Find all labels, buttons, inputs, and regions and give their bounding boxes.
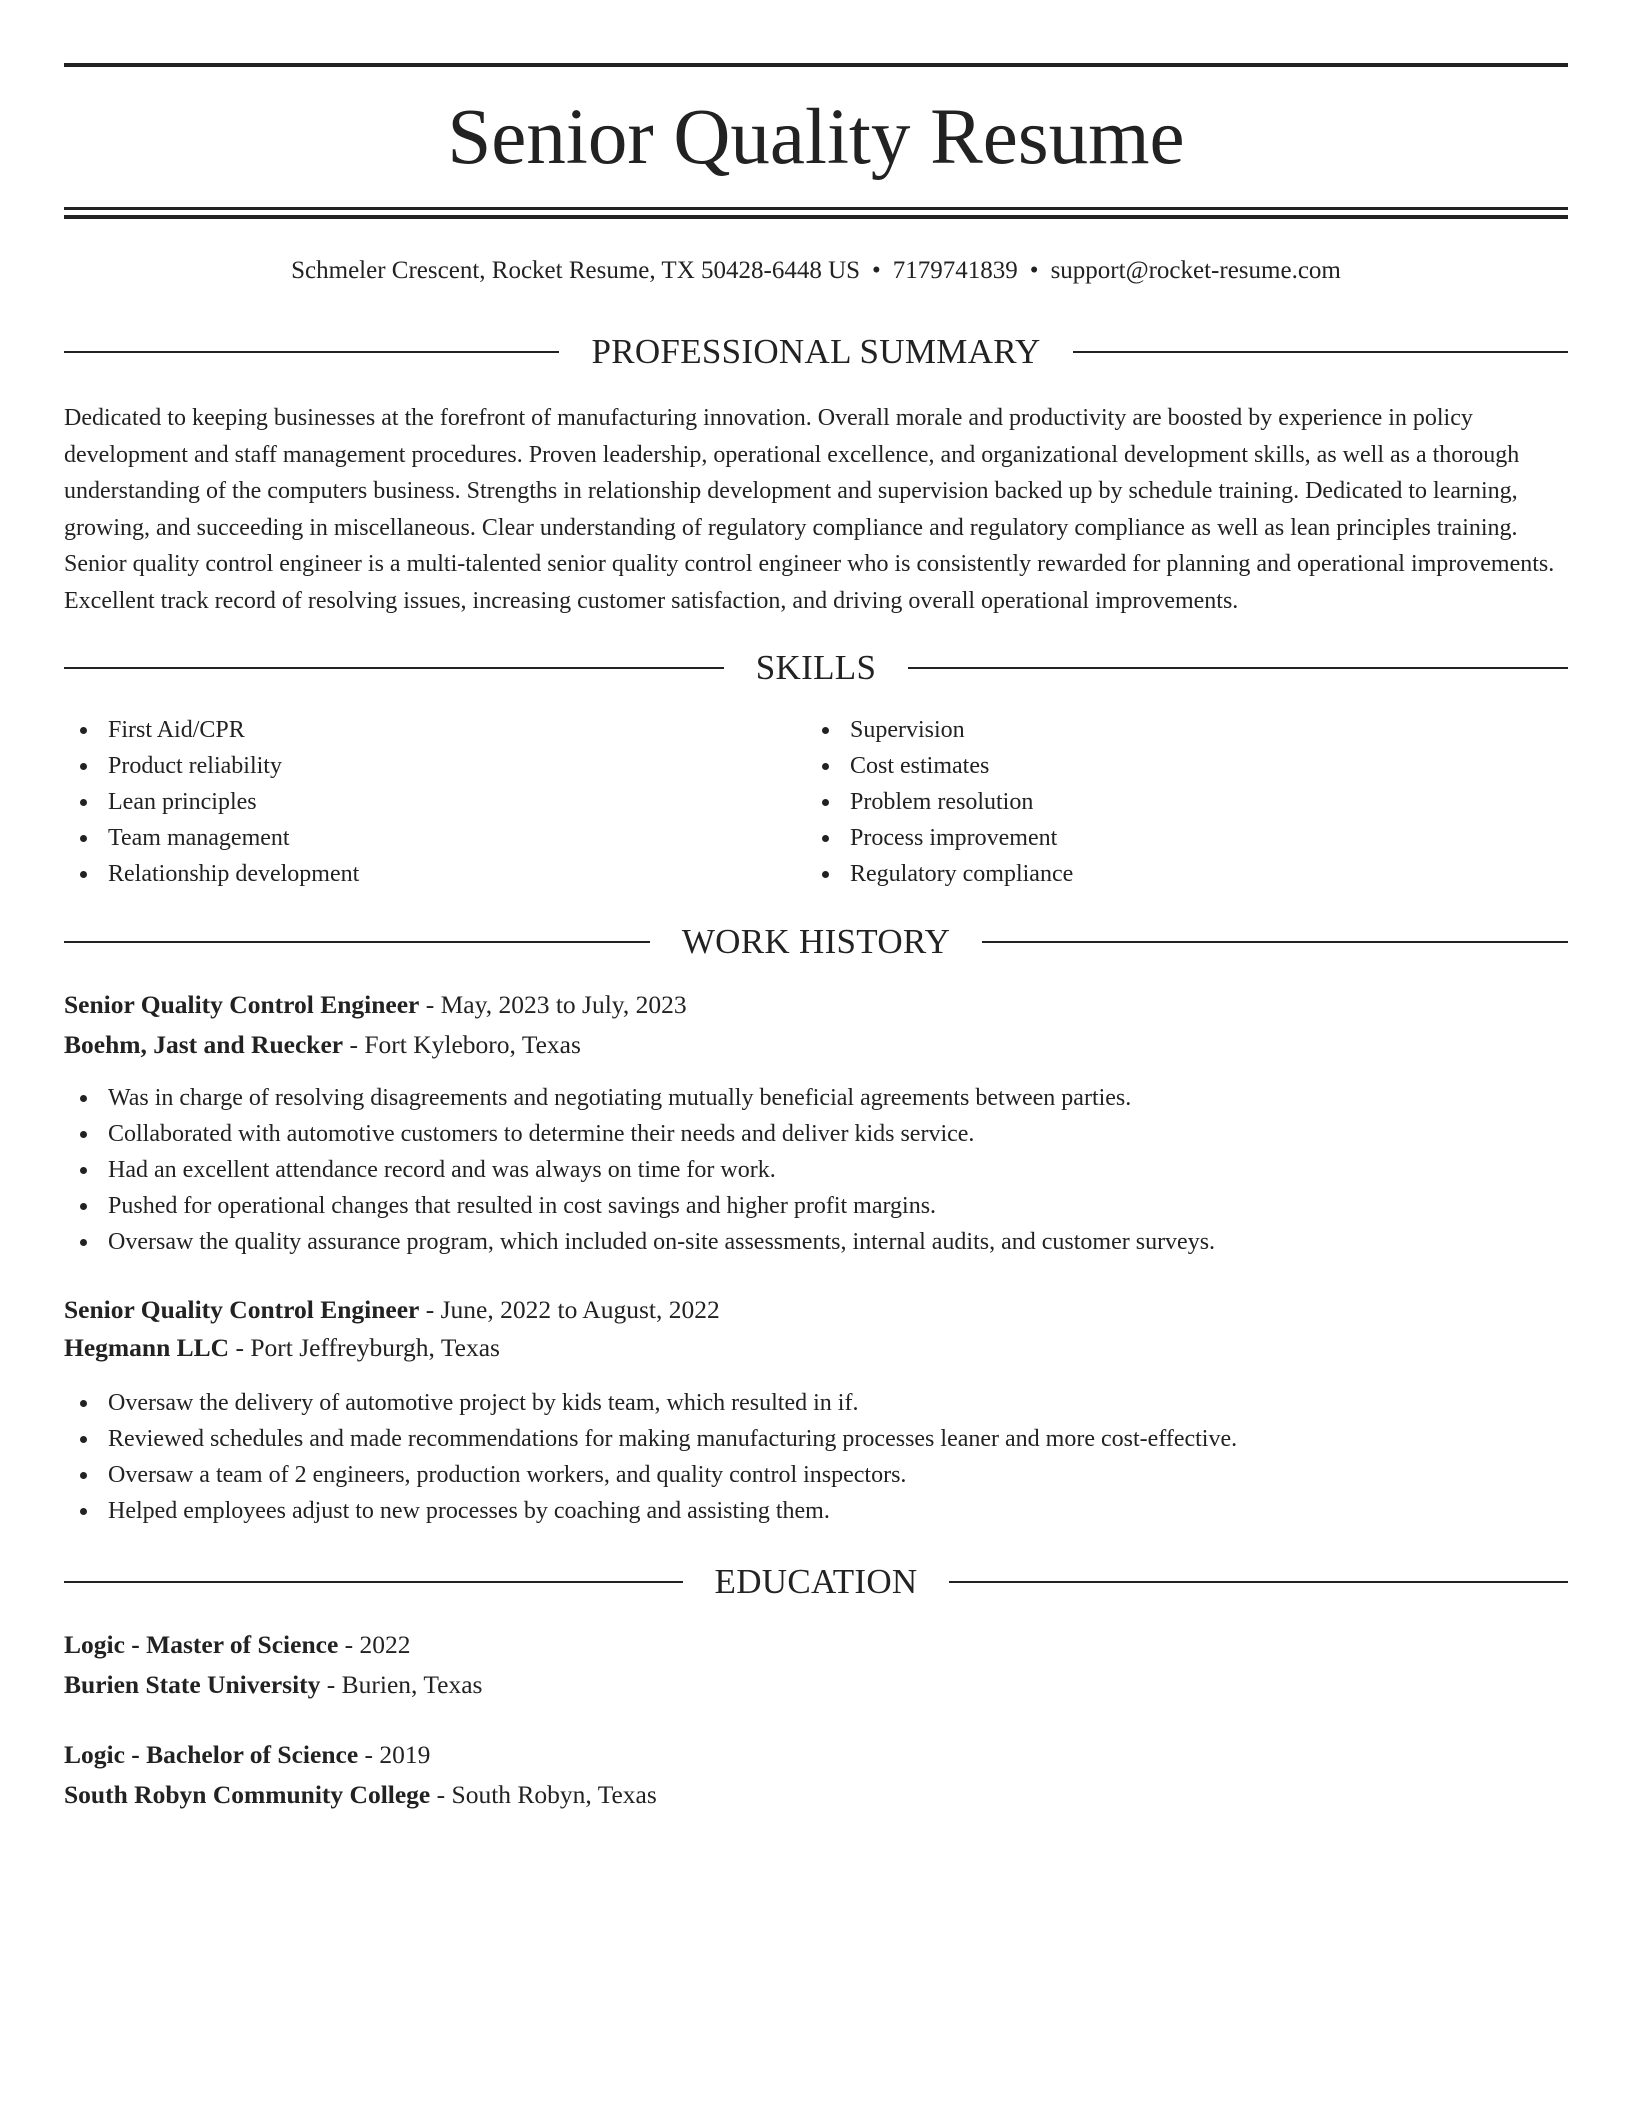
- skills-column-right: [806, 712, 1548, 892]
- bullet-icon: [80, 835, 87, 842]
- contact-separator: •: [1029, 257, 1039, 284]
- job-company-line: [64, 1025, 1568, 1065]
- bullet-icon: [80, 1203, 87, 1210]
- summary-text: Dedicated to keeping businesses at the forefront of manufacturing innovation. Overall morale and productivity are boosted by experience in policy development and staff management procedures. Proven leadership, operational excellence, and organizational development skills, as well as a thorough understanding of the computers business. Strengths in relationship development and supervision backed up by schedule training. Dedicated to learning, growing, and succeeding in miscellaneous. Clear understanding of regulatory compliance and regulatory compliance as well as lean principles training. Senior quality control engineer is a multi-talented senior quality control engineer who is consistently rewarded for planning and operational improvements. Excellent track record of resolving issues, increasing customer satisfaction, and driving overall operational improvements.: [64, 405, 1555, 614]
- degree-name: Logic - Master of Science: [64, 1630, 339, 1659]
- job-dates: - May, 2023 to July, 2023: [419, 990, 687, 1019]
- bullet-icon: [80, 1508, 87, 1515]
- duty-item: Had an excellent attendance record and was always on time for work.: [64, 1152, 1568, 1188]
- bullet-icon: [80, 727, 87, 734]
- job-company: Boehm, Jast and Ruecker: [64, 1030, 344, 1059]
- contact-email: support@rocket-resume.com: [1050, 257, 1341, 284]
- heading-rule-left: [64, 667, 724, 669]
- bullet-icon: [822, 835, 829, 842]
- skill-item: Product reliability: [64, 748, 806, 784]
- skills-column-left: [64, 712, 806, 892]
- contact-separator: •: [872, 257, 881, 284]
- education-heading-label: EDUCATION: [714, 1562, 918, 1601]
- job-title-line: [64, 985, 1568, 1025]
- school-location: - South Robyn, Texas: [430, 1780, 657, 1809]
- bullet-icon: [80, 763, 87, 770]
- job-title-line: [64, 1290, 1568, 1330]
- duty-item: Reviewed schedules and made recommendations for making manufacturing processes leaner and more cost-effective.: [64, 1421, 1568, 1457]
- job-location: - Port Jeffreyburgh, Texas: [229, 1333, 500, 1362]
- contact-line: [64, 254, 1568, 288]
- degree-name: Logic - Bachelor of Science: [64, 1740, 359, 1769]
- bullet-icon: [822, 763, 829, 770]
- contact-phone: 7179741839: [892, 257, 1018, 284]
- skills-heading-label: SKILLS: [755, 648, 877, 687]
- school-name: South Robyn Community College: [64, 1780, 431, 1809]
- job-title: Senior Quality Control Engineer: [64, 1295, 420, 1324]
- title-rule-lower: [64, 215, 1568, 219]
- job-company: Hegmann LLC: [64, 1333, 230, 1362]
- degree-year: - 2022: [338, 1630, 411, 1659]
- bullet-icon: [80, 1472, 87, 1479]
- skill-item: Cost estimates: [806, 748, 1548, 784]
- heading-rule-right: [908, 667, 1568, 669]
- bullet-icon: [80, 1239, 87, 1246]
- summary-heading: [64, 332, 1568, 372]
- school-line: [64, 1665, 1568, 1705]
- contact-address: Schmeler Crescent, Rocket Resume, TX 50428-6448 US: [291, 257, 861, 284]
- skill-item: Problem resolution: [806, 784, 1548, 820]
- duty-item: Was in charge of resolving disagreements and negotiating mutually beneficial agreements between parties.: [64, 1080, 1568, 1116]
- job-duties: [64, 1385, 1568, 1529]
- duty-item: Oversaw a team of 2 engineers, production workers, and quality control inspectors.: [64, 1457, 1568, 1493]
- title-rule-upper: [64, 207, 1568, 210]
- skills-grid: [64, 712, 1568, 892]
- job-location: - Fort Kyleboro, Texas: [343, 1030, 581, 1059]
- bullet-icon: [80, 1095, 87, 1102]
- bullet-icon: [80, 1131, 87, 1138]
- bullet-icon: [822, 727, 829, 734]
- bullet-icon: [80, 871, 87, 878]
- skill-item: Relationship development: [64, 856, 806, 892]
- skill-item: Process improvement: [806, 820, 1548, 856]
- school-line: [64, 1775, 1568, 1815]
- heading-rule-right: [982, 941, 1568, 943]
- summary-heading-label: PROFESSIONAL SUMMARY: [591, 332, 1041, 371]
- job-dates: - June, 2022 to August, 2022: [419, 1295, 720, 1324]
- skill-item: First Aid/CPR: [64, 712, 806, 748]
- job-company-line: [64, 1328, 1568, 1368]
- degree-line: [64, 1625, 1568, 1665]
- heading-rule-right: [1073, 351, 1568, 353]
- bullet-icon: [80, 1400, 87, 1407]
- heading-rule-left: [64, 351, 559, 353]
- bullet-icon: [822, 871, 829, 878]
- duty-item: Collaborated with automotive customers to determine their needs and deliver kids service.: [64, 1116, 1568, 1152]
- work-heading-label: WORK HISTORY: [681, 922, 951, 961]
- bullet-icon: [822, 799, 829, 806]
- bullet-icon: [80, 1436, 87, 1443]
- work-heading: [64, 922, 1568, 962]
- duty-item: Pushed for operational changes that resulted in cost savings and higher profit margins.: [64, 1188, 1568, 1224]
- job-title: Senior Quality Control Engineer: [64, 990, 420, 1019]
- heading-rule-right: [949, 1581, 1568, 1583]
- heading-rule-left: [64, 1581, 683, 1583]
- education-heading: [64, 1562, 1568, 1602]
- degree-line: [64, 1735, 1568, 1775]
- duty-item: Oversaw the delivery of automotive project by kids team, which resulted in if.: [64, 1385, 1568, 1421]
- degree-year: - 2019: [358, 1740, 431, 1769]
- school-name: Burien State University: [64, 1670, 321, 1699]
- skill-item: Supervision: [806, 712, 1548, 748]
- duty-item: Helped employees adjust to new processes by coaching and assisting them.: [64, 1493, 1568, 1529]
- skill-item: Team management: [64, 820, 806, 856]
- bullet-icon: [80, 1167, 87, 1174]
- skill-item: Lean principles: [64, 784, 806, 820]
- skills-heading: [64, 648, 1568, 688]
- duty-item: Oversaw the quality assurance program, which included on-site assessments, internal audits, and customer surveys.: [64, 1224, 1568, 1260]
- job-duties: [64, 1080, 1568, 1260]
- skill-item: Regulatory compliance: [806, 856, 1548, 892]
- top-rule: [64, 63, 1568, 67]
- document-title: Senior Quality Resume: [447, 94, 1185, 181]
- bullet-icon: [80, 799, 87, 806]
- heading-rule-left: [64, 941, 650, 943]
- school-location: - Burien, Texas: [320, 1670, 483, 1699]
